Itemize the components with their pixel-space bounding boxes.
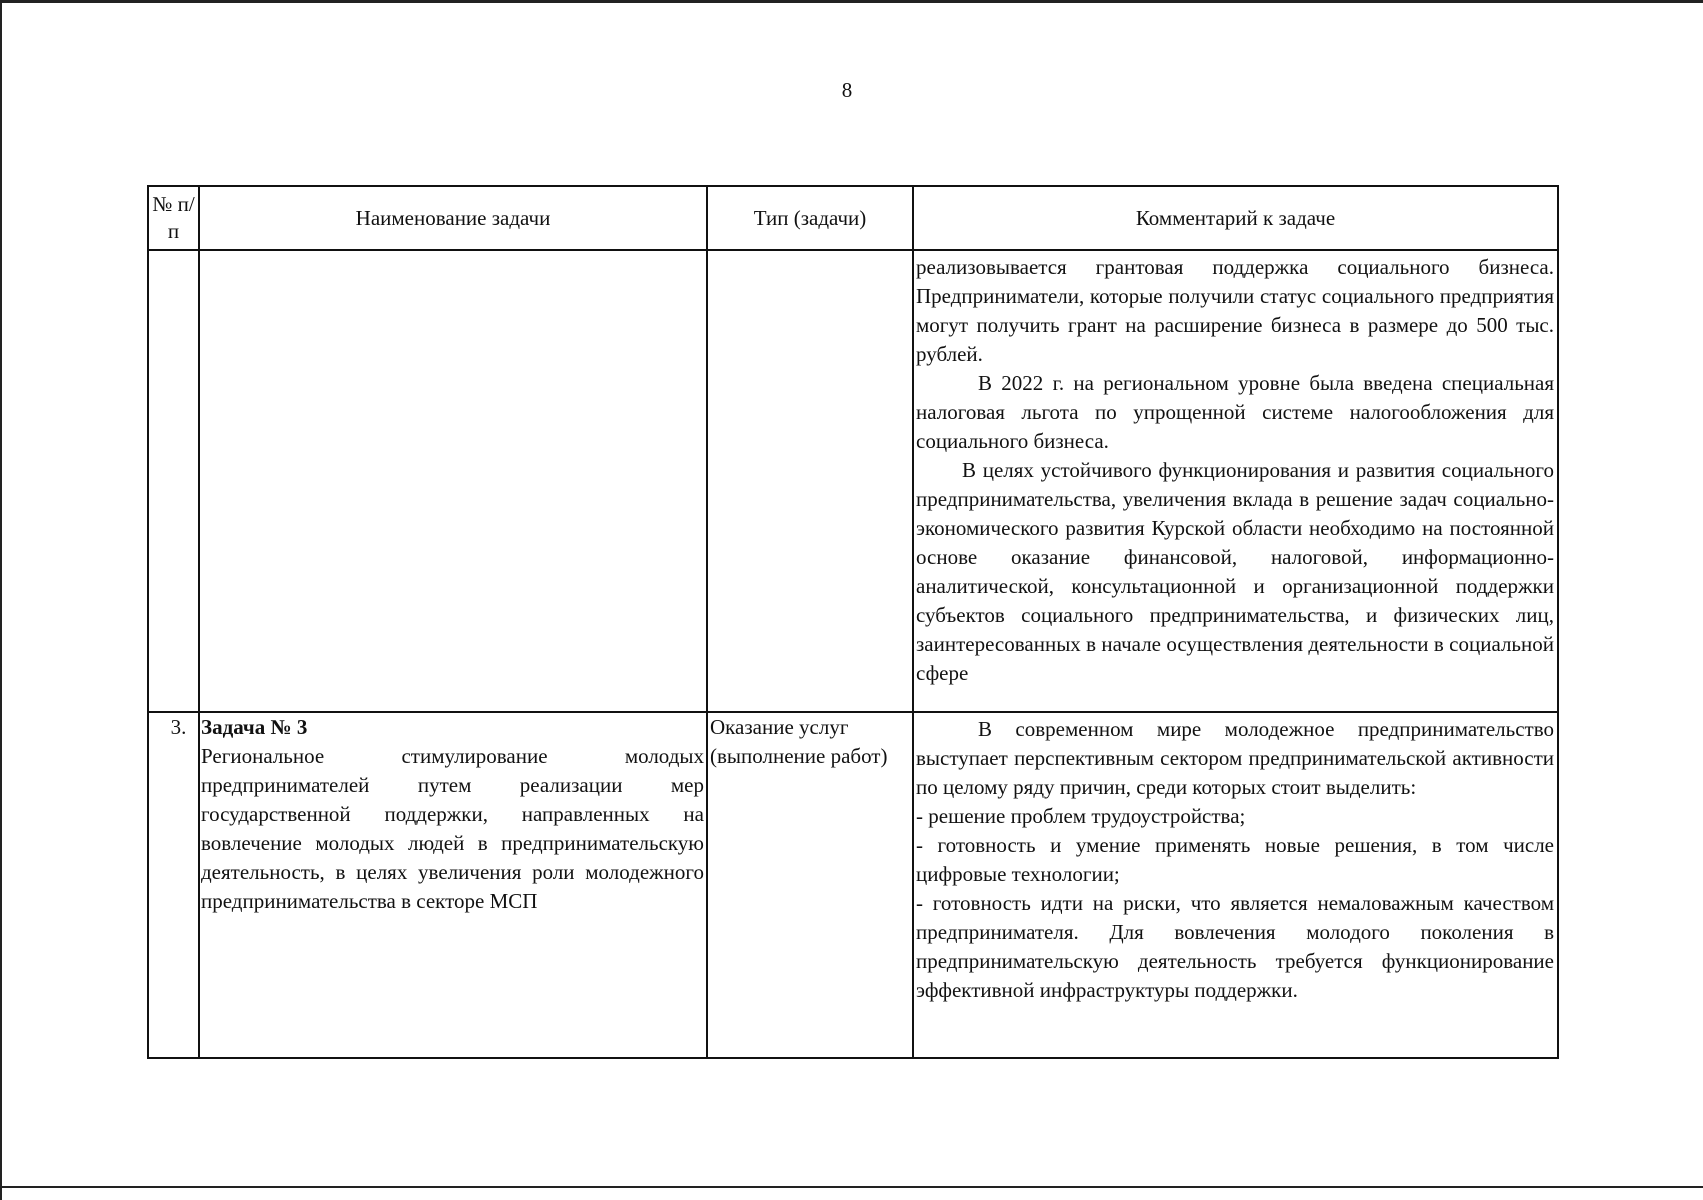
comment-paragraph: - решение проблем трудоустройства;	[916, 804, 1246, 828]
comment-paragraph: В 2022 г. на региональном уровне была введена специальная налоговая льгота по упрощенной системе налогообложения для социального бизнеса.	[916, 371, 1554, 453]
header-comment: Комментарий к задаче	[913, 186, 1558, 250]
task-title: Задача № 3	[201, 715, 308, 739]
cell-comment	[913, 712, 1558, 1058]
header-name: Наименование задачи	[199, 186, 707, 250]
cell-num	[148, 250, 199, 712]
cell-name	[199, 250, 707, 712]
cell-comment	[913, 250, 1558, 712]
comment-paragraph: - готовность идти на риски, что является немаловажным качеством предпринимателя. Для вовлечения молодого поколения в предпринимательскую деятельность требуется функционирование эффективной инфраструктуры поддержки.	[916, 891, 1554, 1002]
cell-num: 3.	[148, 712, 199, 1058]
comment-paragraph: В современном мире молодежное предпринимательство выступает перспективным сектором предпринимательской активности по целому ряду причин, среди которых стоит выделить:	[916, 717, 1554, 799]
page-number: 8	[841, 78, 853, 102]
cell-name	[199, 712, 707, 1058]
cell-type: Оказание услуг (выполнение работ)	[707, 712, 913, 1058]
comment-paragraph: - готовность и умение применять новые решения, в том числе цифровые технологии;	[916, 833, 1554, 886]
table-header-row	[148, 186, 1558, 250]
table-row-continued	[148, 250, 1558, 712]
comment-paragraph: реализовывается грантовая поддержка социального бизнеса. Предприниматели, которые получили статус социального предприятия могут получить грант на расширение бизнеса в размере до 500 тыс. рублей.	[916, 255, 1554, 366]
header-num: № п/п	[148, 186, 199, 250]
header-type: Тип (задачи)	[707, 186, 913, 250]
tasks-table	[147, 185, 1559, 1059]
task-name: Региональное стимулирование молодых предпринимателей путем реализации мер государственной поддержки, направленных на вовлечение молодых людей в предпринимательскую деятельность, в целях увеличения роли молодежного предпринимательства в секторе МСП	[201, 744, 704, 913]
comment-paragraph: В целях устойчивого функционирования и развития социального предпринимательства, увеличения вклада в решение задач социально-экономического развития Курской области необходимо на постоянной основе оказание финансовой, налоговой, информационно-аналитической, консультационной и организационной поддержки субъектов социального предпринимательства, и физических лиц, заинтересованных в начале осуществления деятельности в социальной сфере	[916, 458, 1554, 685]
scan-border-bottom	[0, 1186, 1703, 1188]
scan-border-left	[0, 0, 2, 1200]
cell-type	[707, 250, 913, 712]
scan-border-top	[0, 0, 1703, 3]
table-row-task-3	[148, 712, 1558, 1058]
